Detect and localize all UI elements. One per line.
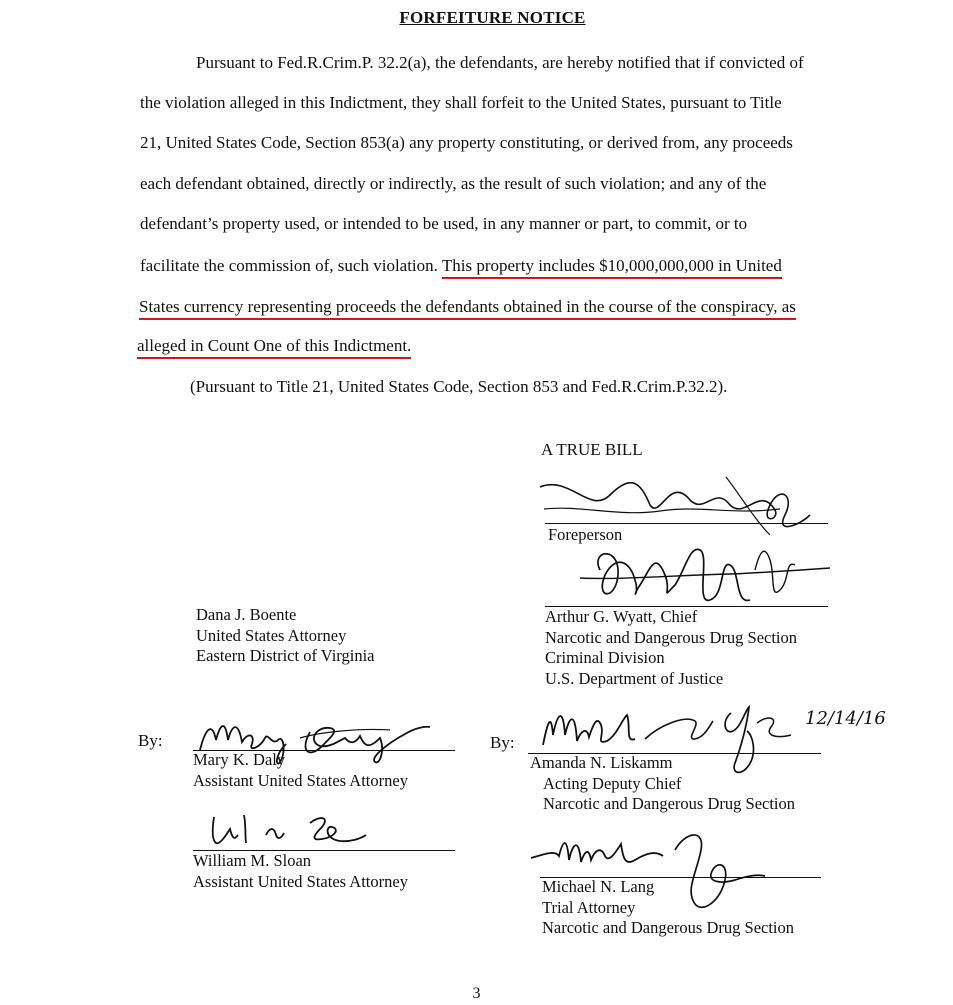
highlighted-text-2: States currency representing proceeds the defendants obtained in the course of the conspiracy, as: [139, 297, 796, 320]
william-sloan-block: [193, 851, 408, 892]
citation-line: (Pursuant to Title 21, United States Code, Section 853 and Fed.R.Crim.P.32.2).: [190, 377, 728, 396]
paragraph-line-6: [140, 256, 782, 276]
amanda-liskamm-section: Narcotic and Dangerous Drug Section: [543, 794, 796, 813]
doj-chief-section: Narcotic and Dangerous Drug Section: [545, 627, 798, 647]
amanda-liskamm-name: Amanda N. Liskamm: [530, 753, 673, 772]
paragraph-line-7: [139, 297, 796, 317]
us-attorney-name: Dana J. Boente: [196, 605, 297, 624]
william-sloan-signature: [200, 805, 370, 855]
mary-daly-name: Mary K. Daly: [193, 750, 286, 769]
amanda-liskamm-block: [530, 753, 795, 815]
doj-chief-division: Criminal Division: [545, 648, 665, 667]
highlighted-text-1: This property includes $10,000,000,000 in United: [442, 256, 782, 279]
foreperson-label: Foreperson: [548, 525, 623, 544]
doj-chief-department: U.S. Department of Justice: [545, 668, 724, 688]
mary-daly-block: [193, 750, 408, 791]
left-by-label: By:: [138, 731, 163, 750]
paragraph-line-5: defendant’s property used, or intended to be used, in any manner or part, to commit, or to: [140, 214, 748, 233]
highlighted-text-3: alleged in Count One of this Indictment.: [137, 336, 411, 359]
paragraph-line-3: 21, United States Code, Section 853(a) any property constituting, or derived from, any proceeds: [140, 133, 793, 152]
paragraph-line-8: [137, 336, 411, 356]
notice-title: FORFEITURE NOTICE: [399, 8, 586, 27]
handwritten-date: 12/14/16: [805, 708, 886, 729]
paragraph-line-4: each defendant obtained, directly or indirectly, as the result of such violation; and any of the: [140, 174, 767, 193]
amanda-liskamm-title: Acting Deputy Chief: [543, 773, 682, 793]
page-number: 3: [472, 985, 481, 1002]
mary-daly-title: Assistant United States Attorney: [193, 770, 408, 790]
doj-chief-block: [545, 607, 797, 689]
michael-lang-title: Trial Attorney: [542, 897, 636, 917]
william-sloan-name: William M. Sloan: [193, 851, 312, 870]
michael-lang-section: Narcotic and Dangerous Drug Section: [542, 918, 795, 937]
foreperson-signature-line: [545, 523, 828, 524]
true-bill-heading: A TRUE BILL: [541, 440, 643, 459]
right-by-label: By:: [490, 733, 515, 752]
paragraph-line-6-plain: facilitate the commission of, such violation.: [140, 256, 438, 275]
doj-chief-name: Arthur G. Wyatt, Chief: [545, 607, 698, 626]
michael-lang-block: [542, 877, 794, 939]
us-attorney-district: Eastern District of Virginia: [196, 646, 375, 665]
william-sloan-title: Assistant United States Attorney: [193, 871, 408, 891]
paragraph-line-1: Pursuant to Fed.R.Crim.P. 32.2(a), the defendants, are hereby notified that if convicted of: [196, 53, 804, 72]
us-attorney-title: United States Attorney: [196, 625, 347, 645]
us-attorney-block: [196, 605, 375, 667]
paragraph-line-2: the violation alleged in this Indictment, they shall forfeit to the United States, pursuant to Title: [140, 93, 782, 112]
michael-lang-name: Michael N. Lang: [542, 877, 655, 896]
